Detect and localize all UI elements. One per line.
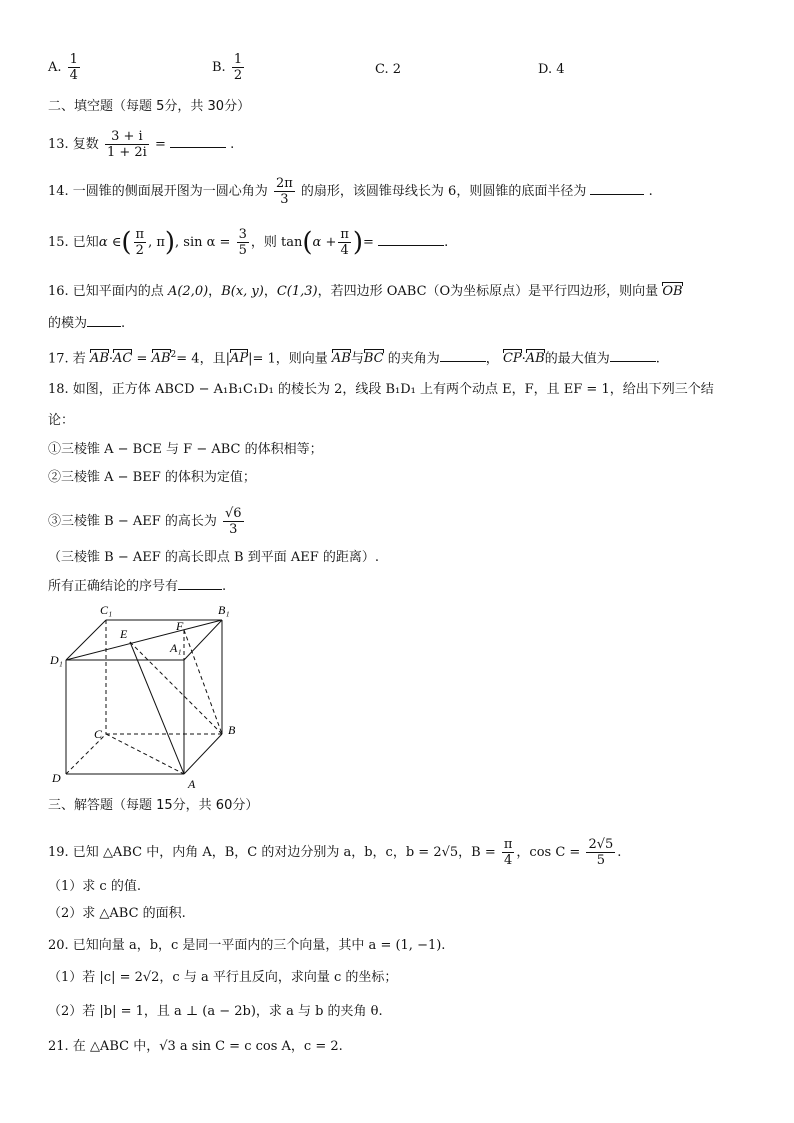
label-E: E <box>120 627 128 641</box>
question-16-line2: 的模为 . <box>48 316 126 331</box>
q19-part-2: （2）求 △ABC 的面积. <box>48 906 186 921</box>
label-A: A <box>188 777 196 790</box>
edge-D1C1 <box>66 620 106 660</box>
segment-AE <box>130 642 184 774</box>
question-21: 21. 在 △ABC 中，√3 a sin C = c cos A，c = 2. <box>48 1039 343 1054</box>
vector-OB: OB <box>662 284 683 299</box>
q17-answer-blank-1[interactable] <box>440 361 486 362</box>
label-C1: C₁ <box>100 603 113 617</box>
choice-b-fraction: $\frac{1}{2}$ <box>233 52 243 83</box>
question-17: 17. 若 $AB\cdot AC = AB^2= 4$，且|AP|= 1，则向量 AB与BC 的夹角为 ， CP·AB的最大值为 . <box>48 350 660 367</box>
q13-fraction: $\frac{3 + i}{1 + 2i}$ <box>106 129 147 160</box>
q16-answer-blank[interactable] <box>87 326 121 327</box>
cube-figure <box>44 600 254 790</box>
question-15: 15. 已知α ∈( $\frac{\pi}{2}$ , π), sin α = $\frac{3}{5}$ ，则 tan(α + $\frac{\pi}{4}$ )= . <box>48 227 449 258</box>
label-D: D <box>52 771 61 785</box>
question-18-line2: 论： <box>48 413 75 428</box>
label-B1: B₁ <box>218 603 230 617</box>
q18-note: （三棱锥 B − AEF 的高长即点 B 到平面 AEF 的距离）. <box>48 550 379 565</box>
section3-title: 三、解答题（每题 15分，共 60分） <box>48 798 259 813</box>
q15-answer-blank[interactable] <box>378 245 444 246</box>
question-18: 18. 如图，正方体 ABCD − A₁B₁C₁D₁ 的棱长为 2，线段 B₁D₁ 上有两个动点 E，F，且 EF = 1，给出下列三个结 <box>48 382 714 397</box>
question-14: 14. 一圆锥的侧面展开图为一圆心角为 $\frac{2\pi}{3}$ 的扇形，该圆锥母线长为 6，则圆锥的底面半径为 . <box>48 176 653 207</box>
q14-fraction: $\frac{2\pi}{3}$ <box>275 176 293 207</box>
q14-answer-blank[interactable] <box>590 194 644 195</box>
choice-c: C. 2 <box>375 62 402 77</box>
section2-title: 二、填空题（每题 5分，共 30分） <box>48 99 251 114</box>
choice-d: D. 4 <box>538 62 565 77</box>
choice-a-fraction: $\frac{1}{4}$ <box>69 52 78 83</box>
label-B: B <box>228 723 236 737</box>
q18-conclusion-3: ③三棱锥 B − AEF 的高长为 $\frac{√6}{3}$ <box>48 506 242 537</box>
q20-part-1: （1）若 |c| = 2√2，c 与 a 平行且反向，求向量 c 的坐标； <box>48 970 398 985</box>
label-C: C <box>94 727 103 741</box>
segment-CA <box>106 734 184 774</box>
question-19: 19. 已知 △ABC 中，内角 A，B，C 的对边分别为 a，b，c，b = 2√5，B = $\frac{\pi}{4}$ ，cos C = $\frac{2√5}{5}$ . <box>48 837 622 868</box>
q19-part-1: （1）求 c 的值. <box>48 879 141 894</box>
label-D1: D₁ <box>50 653 63 667</box>
q18-answer-blank[interactable] <box>178 589 222 590</box>
q17-answer-blank-2[interactable] <box>610 361 656 362</box>
q18-ask: 所有正确结论的序号有 . <box>48 579 227 594</box>
q20-part-2: （2）若 |b| = 1，且 a ⊥ (a − 2b)，求 a 与 b 的夹角 θ. <box>48 1004 383 1019</box>
choice-b: B. $\frac{1}{2}$ <box>212 52 243 83</box>
label-F: F <box>176 619 184 633</box>
choice-a: A. $\frac{1}{4}$ <box>48 52 78 83</box>
q18-conclusion-1: ①三棱锥 A − BCE 与 F − ABC 的体积相等； <box>48 442 323 457</box>
question-20: 20. 已知向量 a，b，c 是同一平面内的三个向量，其中 a = (1, −1). <box>48 938 446 953</box>
segment-FB <box>184 630 222 734</box>
q18-conclusion-2: ②三棱锥 A − BEF 的体积为定值； <box>48 470 256 485</box>
edge-A1B1 <box>184 620 222 660</box>
segment-EB <box>130 642 222 734</box>
q13-answer-blank[interactable] <box>170 147 226 148</box>
question-13: 13. 复数 $\frac{3 + i}{1 + 2i}$ = . <box>48 129 235 160</box>
edge-AB <box>184 734 222 774</box>
label-A1: A₁ <box>170 641 182 655</box>
question-16: 16. 已知平面内的点 A(2,0)，B(x, y)，C(1,3)，若四边形 OABC（O为坐标原点）是平行四边形，则向量 OB <box>48 284 683 299</box>
segment-B1D1 <box>66 620 222 660</box>
